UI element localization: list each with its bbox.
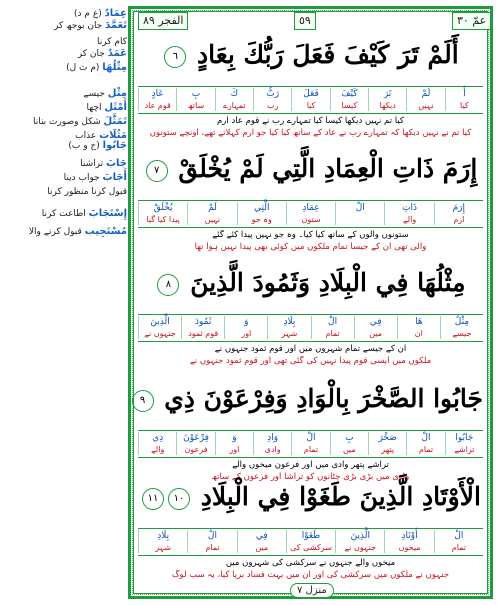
word-meaning: قوم ثمود: [188, 329, 219, 338]
word-arabic: ثَمُودَ: [195, 317, 212, 327]
arabic-verse: [138, 482, 483, 511]
word-cell: [291, 88, 329, 111]
word-arabic: ذَاتِ: [402, 203, 418, 213]
glossary-root: (ع م د): [74, 9, 105, 19]
word-meaning: پیدا کیا گیا: [146, 215, 180, 224]
word-meaning: میں: [255, 543, 269, 552]
word-arabic: بِلَادِ: [157, 531, 170, 541]
arabic-verse: [138, 384, 483, 413]
word-arabic: إِرَمَ: [452, 203, 466, 213]
idiomatic-translation: جنہوں نے ملکوں میں سرکشی کی اور ان میں بہت فساد برپا کیا، یہ سب لوگ: [171, 570, 450, 580]
glossary-meaning: جیسے: [83, 89, 108, 99]
glossary-meaning: قبول کرنے والا: [28, 227, 85, 237]
word-cell: [224, 316, 267, 339]
word-cell: [187, 202, 236, 225]
word-meaning: دیکھا: [379, 101, 396, 110]
word-meaning: وہ جو: [251, 215, 272, 224]
word-meaning: میخوں: [398, 543, 421, 552]
glossary-entry: [17, 36, 127, 47]
literal-translation: ستونوں والوں کے ساتھ کیا کیا۔ وہ جو نہیں پیدا کئے گئے: [212, 230, 409, 240]
word-meaning: اور: [241, 329, 252, 338]
word-arabic: بِ: [345, 433, 354, 443]
glossary-head: مَثُلَات: [99, 130, 127, 141]
word-meaning: تمام: [418, 445, 434, 454]
word-meaning: میں: [369, 329, 383, 338]
glossary-meaning: جواب دینا: [63, 173, 103, 183]
word-arabic: ذِي: [152, 433, 164, 443]
idiomatic-translation: وادی میں بڑی بڑی چٹانوں کو تراشا اور فرعون کے ساتھ: [211, 472, 410, 482]
word-meaning: کیسا: [341, 101, 358, 110]
word-cell: [237, 530, 286, 553]
glossary-root: (م ث ل): [66, 63, 103, 73]
word-cell: [138, 316, 181, 339]
word-meaning: ان: [414, 329, 423, 338]
word-cell: [181, 316, 224, 339]
glossary-entry: [17, 186, 127, 197]
word-cell: [176, 88, 214, 111]
word-meaning: تمام: [451, 543, 466, 552]
glossary-entry: [17, 116, 127, 127]
glossary-head: تَعَمَّدَ: [105, 20, 127, 31]
word-meaning: شہر: [155, 543, 172, 552]
word-meaning: تمام: [303, 445, 319, 454]
word-arabic: لَمْ: [421, 89, 431, 99]
word-cell: [434, 202, 483, 225]
ayah-number-marker: ٩: [132, 390, 154, 412]
word-arabic: وَ: [232, 433, 237, 443]
word-meaning: قوم عاد: [144, 101, 171, 110]
word-meaning: جنہوں نے: [344, 543, 377, 552]
word-arabic: هَا: [415, 317, 423, 327]
separator-line: [138, 430, 483, 431]
word-meaning: ستون: [301, 215, 321, 224]
verse-text: أَلَمْ تَرَ كَيْفَ فَعَلَ رَبُّكَ بِعَادٍ: [188, 40, 459, 69]
word-arabic: رَبُّ: [266, 89, 280, 99]
word-arabic: كَيْفَ: [341, 89, 358, 99]
word-cell: [330, 432, 368, 455]
word-meaning: کیا: [306, 101, 316, 110]
word-cell: [311, 316, 354, 339]
ayah-block: [138, 34, 483, 146]
glossary-head: جَابُوا: [102, 140, 127, 151]
word-cell: [215, 88, 253, 111]
word-cell: [187, 530, 236, 553]
word-by-word-grid: [138, 202, 483, 225]
ayah-number-marker: ٧: [146, 160, 168, 182]
word-arabic: عِمَادِ: [302, 203, 320, 213]
word-arabic: الَّذِينَ: [350, 531, 370, 541]
separator-line: [138, 227, 483, 228]
glossary-entry: [17, 208, 127, 219]
glossary-entry: [17, 140, 127, 151]
word-cell: [267, 316, 310, 339]
ayah-block: [138, 476, 483, 588]
word-cell: [368, 432, 406, 455]
word-cell: [335, 530, 384, 553]
word-arabic: الْ: [328, 317, 338, 327]
glossary-meaning: اچھا: [86, 103, 105, 113]
word-arabic: جَابُوا: [455, 433, 474, 443]
glossary-entry: [17, 158, 127, 169]
word-meaning: والے: [151, 445, 165, 454]
word-arabic: فِي: [255, 531, 268, 541]
glossary-entry: [17, 8, 127, 19]
word-cell: [397, 316, 440, 339]
word-cell: [434, 530, 483, 553]
word-arabic: بِ: [191, 89, 201, 99]
word-meaning: میں: [342, 445, 356, 454]
word-arabic: الْ: [421, 433, 431, 443]
word-meaning: جیسے: [452, 329, 472, 338]
ayah-block: [138, 262, 483, 374]
word-arabic: عَادٍ: [151, 89, 164, 99]
word-cell: [368, 88, 406, 111]
word-meaning: وادی: [264, 445, 281, 454]
glossary-head: تَمَثَّلَ: [103, 116, 127, 127]
verse-text: جَابُوا الصَّخْرَ بِالْوَادِ وَفِرْعَوْنَ ذِي: [155, 384, 483, 413]
ayah-number-marker: ٨: [157, 274, 179, 296]
word-arabic: مِثْلُ: [454, 317, 470, 327]
word-by-word-grid: [138, 432, 483, 455]
glossary-meaning: اطاعت کرنا: [41, 209, 89, 219]
separator-line: [138, 528, 483, 529]
word-meaning: نہیں: [418, 101, 434, 110]
word-cell: [335, 202, 384, 225]
word-arabic: الَّذِينَ: [150, 317, 170, 327]
word-arabic: تَرَ: [383, 89, 392, 99]
word-cell: [384, 530, 433, 553]
word-arabic: الَّتِي: [254, 203, 270, 213]
glossary-head: مِثْلُهَا: [102, 62, 127, 73]
word-cell: [286, 202, 335, 225]
glossary-meaning: جان کر: [77, 49, 108, 59]
word-arabic: لَمْ: [208, 203, 217, 213]
word-meaning: والے: [402, 215, 417, 224]
glossary-head: جَابَ: [105, 158, 127, 169]
word-cell: [406, 432, 444, 455]
ayah-number-marker: ٦: [164, 46, 186, 68]
word-cell: [253, 88, 291, 111]
separator-line: [138, 113, 483, 114]
arabic-verse: [138, 154, 483, 183]
word-arabic: الْ: [454, 531, 464, 541]
word-meaning: جنہوں نے: [144, 329, 176, 338]
word-meaning: تمام: [205, 543, 220, 552]
glossary-meaning: قبول کرنا منظور کرنا: [47, 187, 127, 197]
word-arabic: الْ: [207, 531, 217, 541]
word-meaning: نہیں: [204, 215, 221, 224]
literal-translation: تراشے پتھر وادی میں اور فرعون میخوں والے: [232, 460, 389, 470]
glossary-meaning: شکل وصورت بنانا: [32, 117, 104, 127]
verse-text: مِثْلُهَا فِي الْبِلَادِ وَثَمُودَ الَّذِينَ: [181, 268, 466, 297]
verse-text: الْأَوْتَادِ الَّذِينَ طَغَوْا فِي الْبِلَادِ: [192, 482, 481, 511]
word-meaning: رب: [266, 101, 279, 110]
glossary-entry: [17, 172, 127, 183]
ayah-block: [138, 378, 483, 490]
ayah-number-marker: ١١: [142, 488, 164, 510]
word-by-word-grid: [138, 88, 483, 111]
literal-translation: ان کے جیسے تمام شہروں میں اور قوم ثمود جنہوں نے: [214, 344, 407, 354]
word-cell: [286, 530, 335, 553]
glossary-head: مُسْتَجِيب: [84, 226, 127, 237]
word-arabic: فِي: [369, 317, 382, 327]
glossary-head: أَمْثَل: [104, 102, 127, 113]
glossary-head: إِسْتَجَابَ: [88, 208, 127, 219]
idiomatic-translation: والی تھی ان کے جیسا تمام ملکوں میں کوئی بھی پیدا نہیں ہوا تھا: [194, 242, 427, 252]
word-arabic: فَعَلَ: [303, 89, 319, 99]
arabic-verse: [138, 40, 483, 69]
idiomatic-translation: ملکوں میں ایسی قوم پیدا نہیں کی گئی تھی اور قوم ثمود جنہوں نے: [189, 356, 432, 366]
word-cell: [237, 202, 286, 225]
separator-line: [138, 86, 483, 87]
word-meaning: شہر: [281, 329, 298, 338]
arabic-verse: [138, 268, 483, 297]
word-meaning: تمام: [325, 329, 340, 338]
separator-line: [138, 341, 483, 342]
word-meaning: اور: [229, 445, 240, 454]
surah-label: الفجر ٨٩: [138, 12, 188, 30]
word-by-word-grid: [138, 316, 483, 339]
word-meaning: ساتھ: [187, 101, 205, 110]
glossary-head: أَجَابَ: [102, 172, 127, 183]
word-cell: [253, 432, 291, 455]
ayah-number-marker: ١٠: [168, 488, 190, 510]
glossary-meaning: جان بوجھ کر: [53, 21, 106, 31]
word-cell: [445, 432, 483, 455]
word-cell: [384, 202, 433, 225]
separator-line: [138, 200, 483, 201]
word-cell: [176, 432, 214, 455]
page-number: ٥٩: [294, 12, 316, 30]
word-arabic: وَادِ: [267, 433, 279, 443]
word-arabic: فِرْعَوْنَ: [183, 433, 209, 443]
glossary-meaning: عذاب: [75, 131, 100, 141]
word-arabic: يُخْلَقْ: [153, 203, 173, 213]
word-meaning: ارم: [453, 215, 465, 224]
word-by-word-grid: [138, 530, 483, 553]
glossary-head: مِثْل: [107, 88, 127, 99]
glossary-entry: [17, 102, 127, 113]
word-meaning: کیا: [460, 101, 469, 110]
word-arabic: وَ: [244, 317, 249, 327]
word-cell: [138, 88, 176, 111]
glossary-root: (ج و ب): [68, 141, 103, 151]
manzil-footer: منزل ٧: [290, 583, 334, 598]
literal-translation: کیا تم نہیں دیکھا کیسا کیا تمہارے رب نے قوم عاد ارم: [217, 116, 404, 126]
word-cell: [354, 316, 397, 339]
literal-translation: میخوں والے جنہوں نے سرکشی کی شہروں میں: [225, 558, 396, 568]
separator-line: [138, 314, 483, 315]
word-cell: [138, 530, 187, 553]
word-arabic: الْ: [306, 433, 316, 443]
glossary-head: عِمَادٌ: [104, 8, 127, 19]
glossary-meaning: کام کرنا: [97, 37, 127, 47]
word-meaning: تمہارے: [223, 101, 246, 110]
separator-line: [138, 555, 483, 556]
glossary-head: عَمَدٌ: [107, 48, 127, 59]
word-cell: [215, 432, 253, 455]
glossary-meaning: تراشنا: [80, 159, 106, 169]
word-cell: [138, 432, 176, 455]
juz-label: عمّ ٣٠: [452, 12, 491, 30]
glossary-entry: [17, 48, 127, 59]
word-arabic: طَغَوْا: [301, 531, 321, 541]
word-arabic: صَخْرَ: [378, 433, 397, 443]
ayah-block: [138, 148, 483, 260]
word-meaning: تراشے: [454, 445, 475, 454]
separator-line: [138, 457, 483, 458]
word-arabic: أَ: [463, 89, 466, 99]
word-arabic: بِلَادِ: [283, 317, 296, 327]
idiomatic-translation: کیا تم نے نہیں دیکھا کہ تمہارے رب نے عاد کے ساتھ کیا کیا جو ارم کہلاتے تھے، اونچے ستونوں: [149, 128, 472, 138]
glossary-entry: [17, 20, 127, 31]
word-meaning: سرکشی کی: [290, 543, 332, 552]
word-cell: [445, 88, 483, 111]
word-arabic: الْ: [355, 203, 365, 213]
word-arabic: كَ: [230, 89, 239, 99]
word-cell: [330, 88, 368, 111]
word-cell: [138, 202, 187, 225]
word-cell: [291, 432, 329, 455]
glossary-entry: [17, 62, 127, 73]
word-meaning: [336, 214, 384, 225]
glossary-entry: [17, 88, 127, 99]
word-arabic: أَوْتَادِ: [401, 531, 418, 541]
word-cell: [406, 88, 444, 111]
glossary-entry: [17, 226, 127, 237]
verse-text: إِرَمَ ذَاتِ الْعِمَادِ الَّتِي لَمْ يُخْلَقْ: [169, 154, 478, 183]
word-cell: [440, 316, 483, 339]
word-meaning: فرعون: [184, 445, 208, 454]
word-meaning: پتھر: [381, 445, 395, 454]
